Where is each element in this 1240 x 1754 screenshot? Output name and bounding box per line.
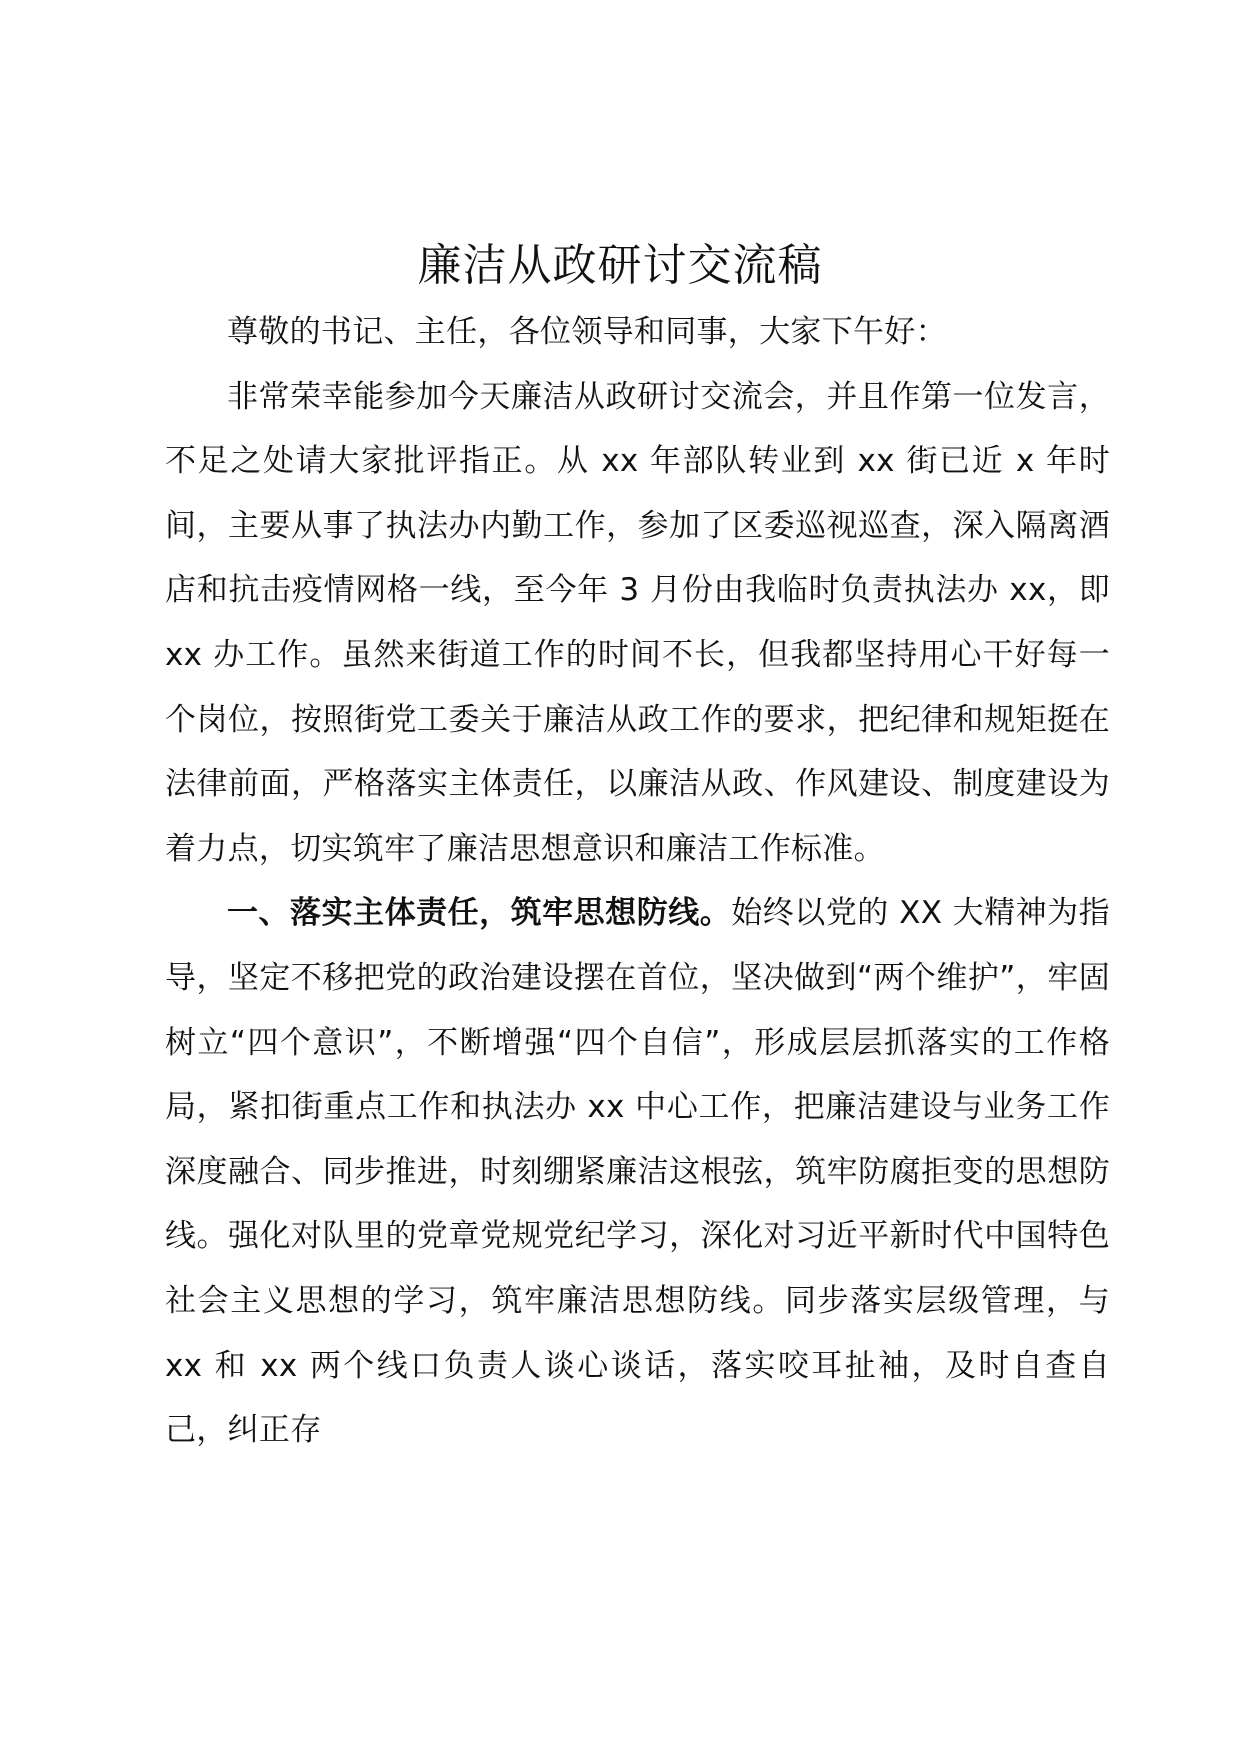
section-1-heading: 一、落实主体责任，筑牢思想防线。 (227, 895, 732, 932)
section-1-text: 始终以党的 XX 大精神为指导，坚定不移把党的政治建设摆在首位，坚决做到“两个维护”，牢固树立“四个意识”，不断增强“四个自信”，形成层层抓落实的工作格局，紧扣街重点工作和执法办 xx 中心工作，把廉洁建设与业务工作深度融合、同步推进，时刻绷紧廉洁这根弦，筑牢防腐拒变的思想防线。强化对队里的党章党规党纪学习，深化对习近平新时代中国特色社会主义思想的学习，筑牢廉洁思想防线。同步落实层级管理，与 xx 和 xx 两个线口负责人谈心谈话，落实咬耳扯袖，及时自查自己，纠正存 (165, 895, 1110, 1449)
document-title: 廉洁从政研讨交流稿 (417, 240, 823, 291)
section-1-paragraph (165, 881, 1110, 1462)
salutation: 尊敬的书记、主任，各位领导和同事，大家下午好： (227, 314, 947, 350)
paragraph-intro: 非常荣幸能参加今天廉洁从政研讨交流会，并且作第一位发言，不足之处请大家批评指正。从 xx 年部队转业到 xx 街已近 x 年时间，主要从事了执法办内勤工作，参加了区委巡视巡查，深入隔离酒店和抗击疫情网格一线，至今年 3 月份由我临时负责执法办 xx，即 xx 办工作。虽然来街道工作的时间不长，但我都坚持用心干好每一个岗位，按照街党工委关于廉洁从政工作的要求，把纪律和规矩挺在法律前面，严格落实主体责任，以廉洁从政、作风建设、制度建设为着力点，切实筑牢了廉洁思想意识和廉洁工作标准。 (165, 378, 1110, 867)
document-body (165, 300, 1110, 1463)
